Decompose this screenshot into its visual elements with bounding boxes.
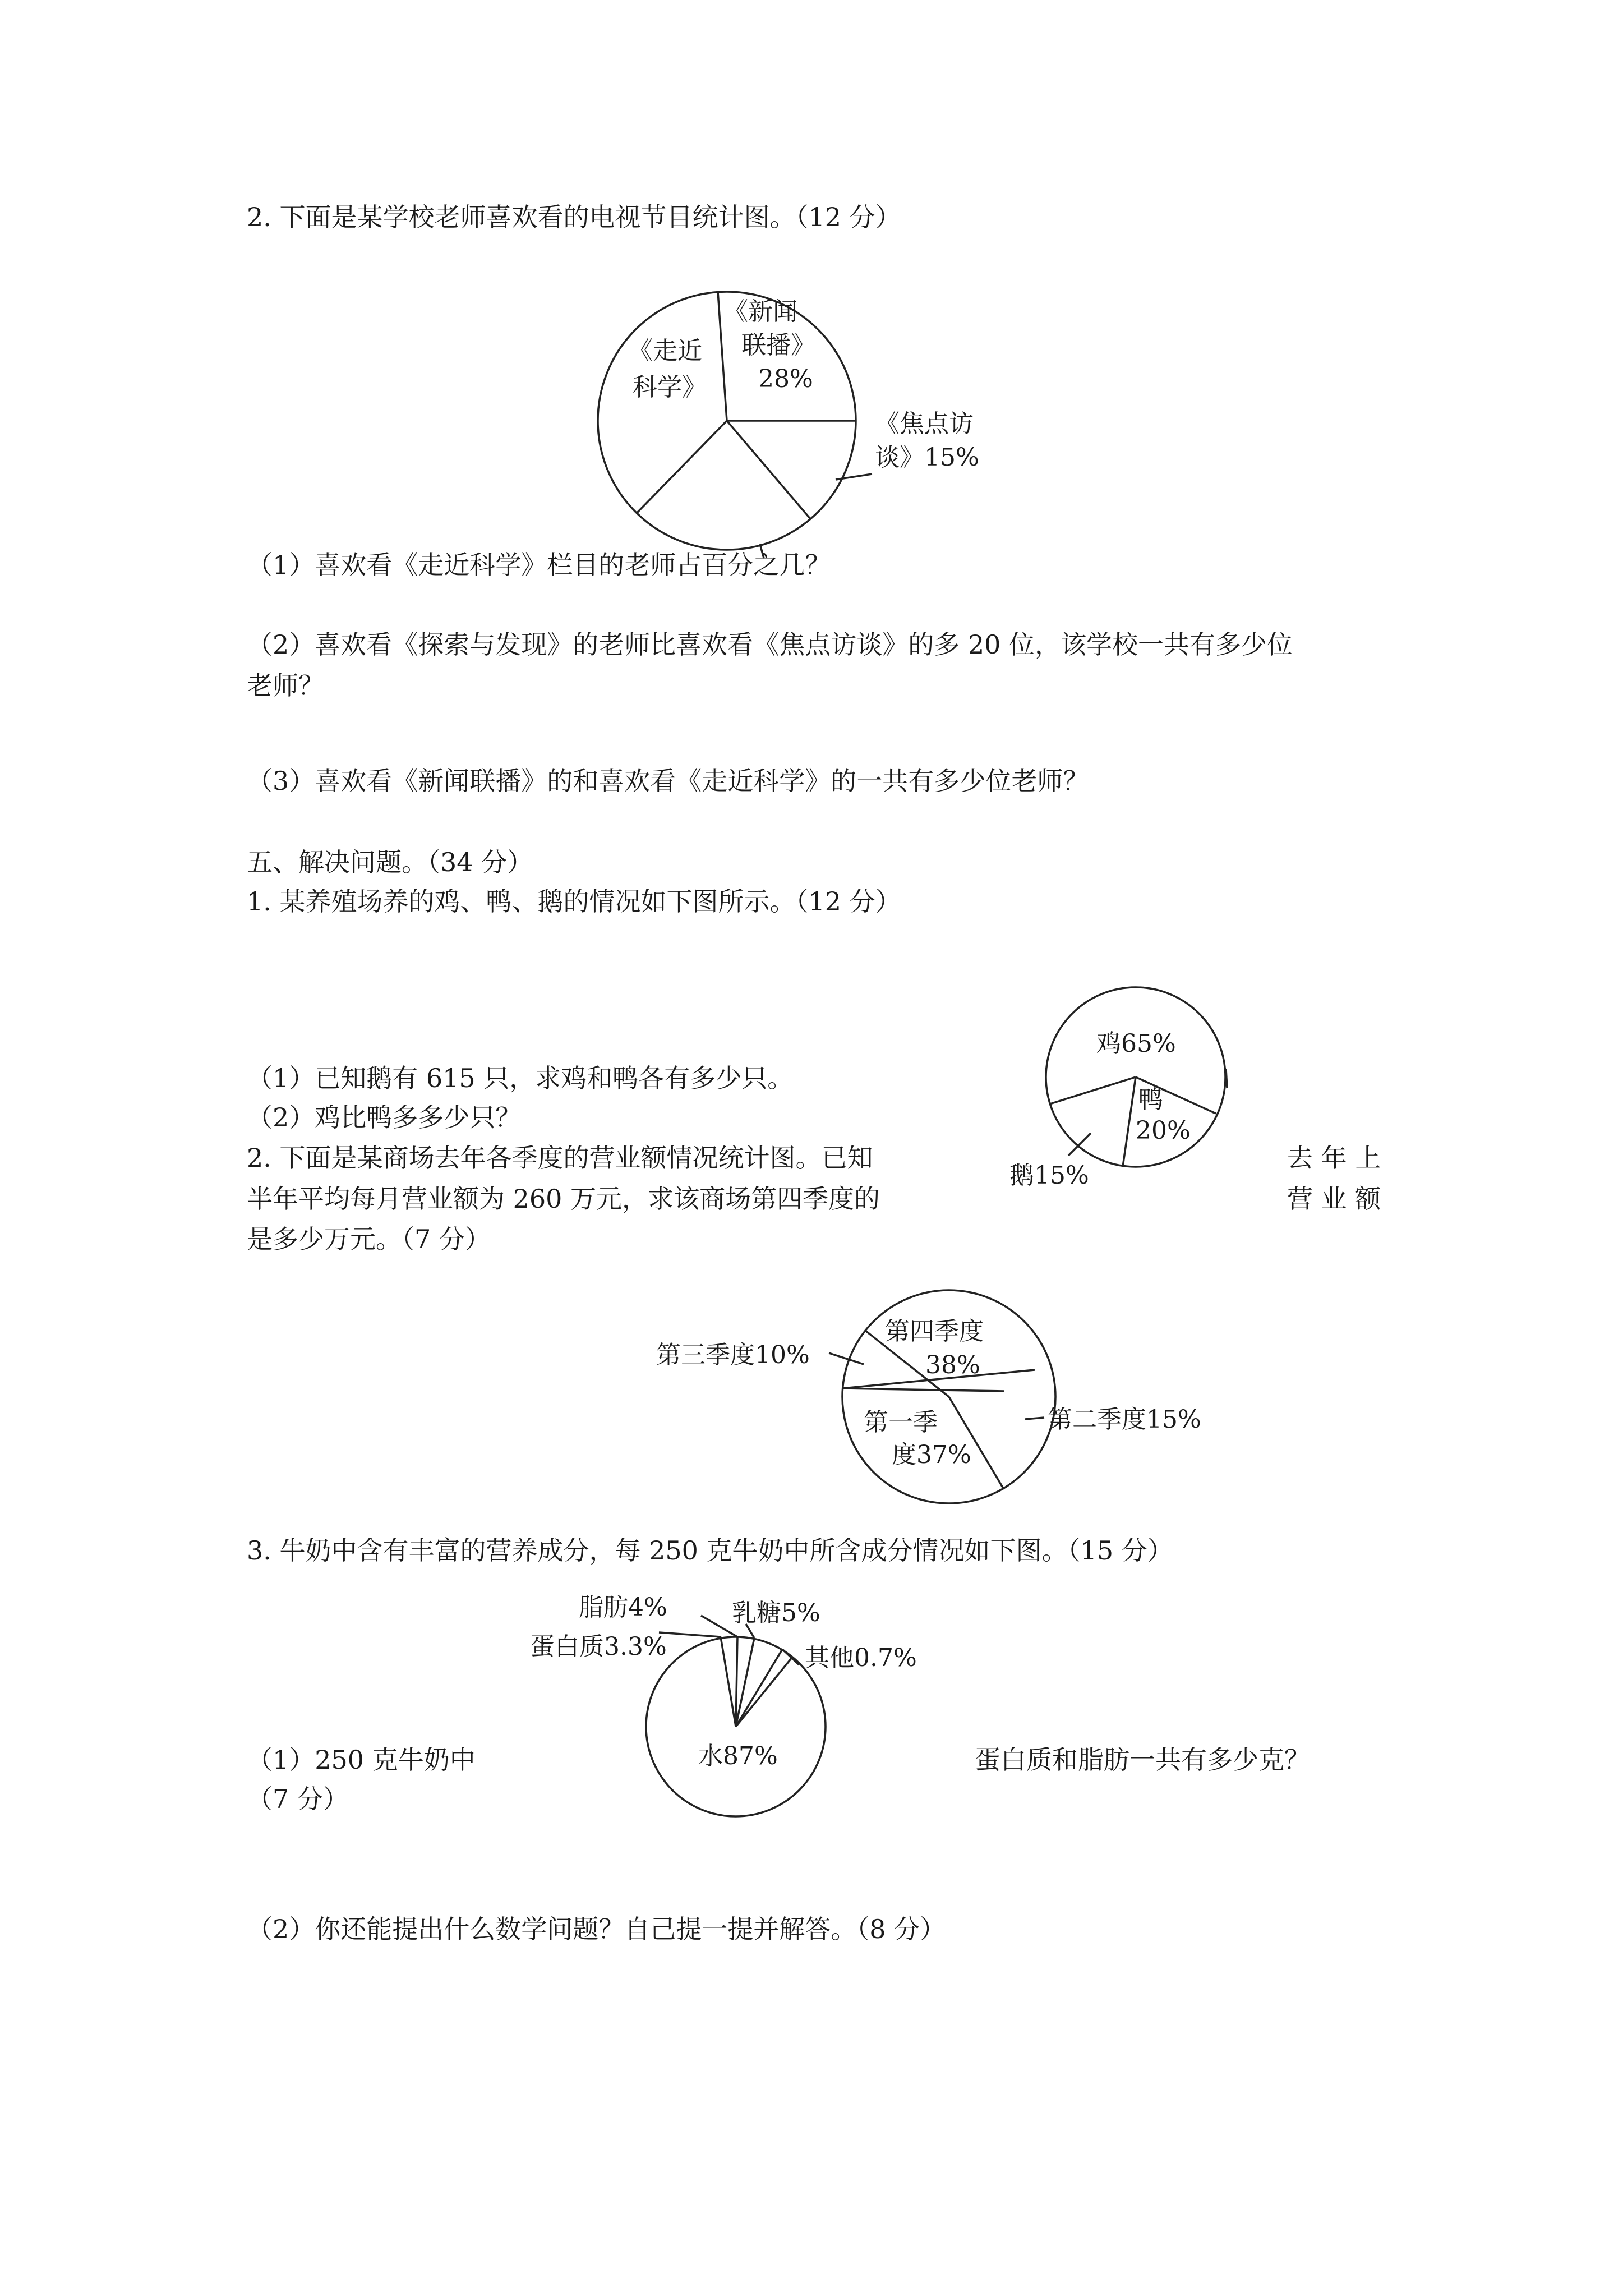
q2-title: 2. 下面是某学校老师喜欢看的电视节目统计图。（12 分） (247, 202, 901, 232)
milk-line-2 (736, 1637, 737, 1727)
poultry-label-e: 鹅15% (1009, 1161, 1089, 1190)
tv-pie-outline (598, 292, 856, 550)
quarter-label-q3: 第三季度10% (656, 1341, 810, 1369)
poultry-pie-outline (1046, 987, 1225, 1167)
tv-label-xinwen-1: 《新闻 (723, 297, 797, 326)
quarter-label-q4-1: 第四季度 (885, 1317, 984, 1346)
tv-slice-line-lower-left (637, 421, 727, 513)
quarter-slice-line-4 (842, 1388, 1004, 1391)
quarter-label-q1-1: 第一季 (864, 1408, 938, 1437)
q2-sub3: （3）喜欢看《新闻联播》的和喜欢看《走近科学》的一共有多少位老师？ (247, 766, 1089, 796)
poultry-label-ji: 鸡65% (1096, 1029, 1176, 1058)
milk-label-shui: 水87% (698, 1742, 778, 1770)
milk-label-rutang: 乳糖5% (732, 1599, 820, 1627)
tv-slice-line-top (718, 292, 727, 421)
milk-leader-zhifang (701, 1616, 737, 1637)
s5-q3-sub1-left: （1）250 克牛奶中 (247, 1745, 476, 1775)
milk-label-danbai: 蛋白质3.3% (530, 1632, 667, 1661)
quarter-slice-line-3 (949, 1397, 1004, 1489)
tv-label-xinwen-2: 联播》 (741, 331, 815, 360)
s5-q3-title: 3. 牛奶中含有丰富的营养成分，每 250 克牛奶中所含成分情况如下图。（15 分） (247, 1535, 1173, 1566)
poultry-slice-line-1 (1050, 1077, 1136, 1104)
s5-q2-line3: 是多少万元。（7 分） (247, 1224, 491, 1254)
s5-q2-line2-right: 营 业 额 (1287, 1184, 1381, 1214)
s5-q3-sub1-right: 蛋白质和脂肪一共有多少克？ (975, 1745, 1310, 1775)
quarter-label-q2: 第二季度15% (1048, 1405, 1201, 1434)
s5-q2-line1-right: 去 年 上 (1287, 1143, 1381, 1173)
poultry-slice-line-2 (1136, 1077, 1216, 1114)
tv-label-kexue-2: 科学》 (633, 373, 707, 402)
s5-q3-sub2: （2）你还能提出什么数学问题？自己提一提并解答。（8 分） (247, 1914, 946, 1944)
tv-slice-line-lower-right (727, 421, 810, 519)
section5-heading: 五、解决问题。（34 分） (247, 847, 533, 877)
milk-line-1 (721, 1637, 736, 1727)
quarter-slice-line-1 (842, 1370, 1035, 1388)
tv-label-xinwen-pct: 28% (758, 365, 813, 393)
quarter-q3-leader (829, 1353, 864, 1364)
tv-label-jiaodian-2: 谈》15% (875, 443, 979, 472)
quarter-pie-outline (842, 1290, 1055, 1503)
milk-label-qita: 其他0.7% (805, 1644, 917, 1672)
quarter-q2-leader (1025, 1418, 1044, 1419)
milk-line-4 (736, 1649, 782, 1727)
q2-sub2-line1: （2）喜欢看《探索与发现》的老师比喜欢看《焦点访谈》的多 20 位，该学校一共有多少位 (247, 629, 1293, 660)
milk-leader-qita (782, 1649, 799, 1665)
quarter-slice-line-2 (865, 1331, 949, 1397)
s5-q1-title: 1. 某养殖场养的鸡、鸭、鹅的情况如下图所示。（12 分） (247, 886, 901, 917)
tv-label-kexue-1: 《走近 (628, 337, 702, 365)
s5-q3-sub1-line2: （7 分） (247, 1784, 349, 1814)
quarter-label-q1-2: 度37% (892, 1441, 971, 1469)
s5-q2-line2-left: 半年平均每月营业额为 260 万元，求该商场第四季度的 (247, 1184, 880, 1214)
s5-q1-sub1: （1）已知鹅有 615 只，求鸡和鸭各有多少只。 (247, 1063, 794, 1093)
milk-label-zhifang: 脂肪4% (579, 1593, 667, 1622)
q2-sub1: （1）喜欢看《走近科学》栏目的老师占百分之几？ (247, 550, 831, 580)
milk-pie-outline (646, 1637, 826, 1816)
poultry-edge-tick (1226, 1069, 1227, 1088)
poultry-slice-line-3 (1123, 1077, 1136, 1167)
poultry-label-ya-1: 鸭 (1138, 1085, 1163, 1114)
milk-line-5 (736, 1658, 792, 1727)
milk-leader-danbai (659, 1632, 721, 1637)
tv-jiaodian-leader (836, 474, 872, 480)
poultry-label-ya-2: 20% (1136, 1116, 1191, 1145)
s5-q1-sub2: （2）鸡比鸭多多少只？ (247, 1102, 522, 1133)
q2-sub2-line2: 老师？ (247, 670, 324, 701)
poultry-e-leader (1068, 1133, 1091, 1156)
quarter-label-q4-2: 38% (925, 1351, 980, 1379)
milk-leader-rutang (746, 1624, 754, 1638)
s5-q2-line1-left: 2. 下面是某商场去年各季度的营业额情况统计图。已知 (247, 1143, 873, 1173)
tv-label-jiaodian-1: 《焦点访 (875, 409, 974, 438)
milk-line-3 (736, 1638, 754, 1727)
